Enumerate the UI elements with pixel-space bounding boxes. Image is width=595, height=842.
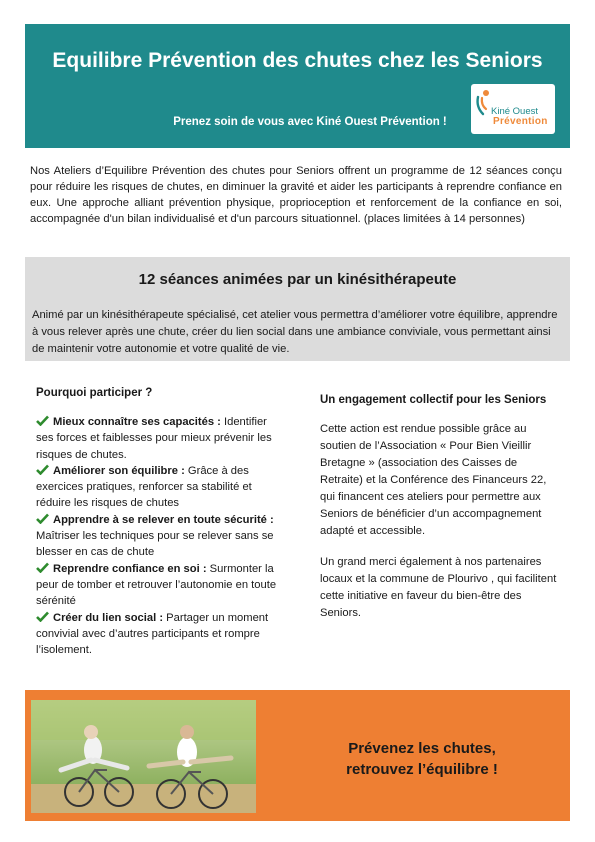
list-item xyxy=(36,414,286,463)
item-head: Apprendre à se relever en toute sécurité : xyxy=(53,513,274,526)
logo-text-prevention: Prévention xyxy=(493,116,548,127)
item-head: Mieux connaître ses capacités : xyxy=(53,416,221,428)
seniors-cycling-photo xyxy=(31,700,256,813)
engagement-paragraph-2: Un grand merci également à nos partenaires locaux et la commune de Plourivo , qui facilitent cette initiative en faveur du bien-être des Seniors. xyxy=(320,556,557,619)
why-title: Pourquoi participer ? xyxy=(36,387,153,399)
list-item xyxy=(36,512,286,561)
page-subtitle: Prenez soin de vous avec Kiné Ouest Prévention ! xyxy=(173,116,447,128)
item-text: Partager un moment convivial avec d’autres participants et rompre l’isolement. xyxy=(36,611,269,657)
item-head: Améliorer son équilibre : xyxy=(53,464,185,477)
bottom-slogan xyxy=(287,738,557,780)
item-text: Maîtriser les techniques pour se relever sans se blesser en cas de chute xyxy=(36,530,274,559)
item-text: Grâce à des exercices pratiques, renforcer sa stabilité et réduire les risques de chutes xyxy=(36,464,252,510)
engagement-paragraph-1: Cette action est rendue possible grâce au soutien de l’Association « Pour Bien Vieillir Bretagne » (association des Caisses de Retraite) et la Conférence des Financeurs 22, qui financent ces ateliers pour permettre aux Seniors de bénéficier d’un accompagnement adapté et accessible. xyxy=(320,423,547,537)
checkmark-icon xyxy=(36,513,49,524)
benefits-list xyxy=(36,414,286,658)
why-participate-section xyxy=(36,385,286,658)
item-text: Identifier ses forces et faiblesses pour mieux prévenir les risques de chutes. xyxy=(36,416,272,461)
intro-paragraph: Nos Ateliers d’Equilibre Prévention des chutes pour Seniors offrent un programme de 12 séances conçu pour réduire les risques de chutes, en diminuer la gravité et aider les participants à reprendre confiance en eux. Une approche alliant prévention physique, proprioception et renforcement de la confiance en soi, accompagnée d'un bilan individualisé et d'un parcours situationnel. (places limitées à 14 personnes) xyxy=(30,165,562,225)
list-item xyxy=(36,610,286,659)
sessions-body: Animé par un kinésithérapeute spécialisé, cet atelier vous permettra d’améliorer votre équilibre, apprendre à vous relever après une chute, créer du lien social dans une ambiance conviviale, vous permettant ainsi de maintenir votre autonomie et votre qualité de vie. xyxy=(32,309,558,355)
engagement-title: Un engagement collectif pour les Seniors xyxy=(320,394,547,406)
sessions-section xyxy=(25,257,570,361)
checkmark-icon xyxy=(36,562,49,573)
logo-text-kine-ouest: Kiné Ouest xyxy=(491,106,538,117)
checkmark-icon xyxy=(36,415,49,426)
sessions-title: 12 séances animées par un kinésithérapeute xyxy=(138,271,457,288)
kine-ouest-logo xyxy=(471,84,555,134)
header-banner xyxy=(25,24,570,148)
checkmark-icon xyxy=(36,611,49,622)
checkmark-icon xyxy=(36,464,49,475)
slogan-line-2: retrouvez l’équilibre ! xyxy=(346,761,498,778)
slogan-line-1: Prévenez les chutes, xyxy=(348,740,496,757)
item-head: Reprendre confiance en soi : xyxy=(53,562,207,575)
item-head: Créer du lien social : xyxy=(53,611,164,624)
list-item xyxy=(36,561,286,610)
page-title: Equilibre Prévention des chutes chez les Seniors xyxy=(52,49,543,72)
list-item xyxy=(36,463,286,512)
engagement-section xyxy=(320,390,562,622)
bottom-banner xyxy=(25,690,570,821)
item-text: Surmonter la peur de tomber et retrouver l’autonomie en toute sérénité xyxy=(36,562,277,608)
